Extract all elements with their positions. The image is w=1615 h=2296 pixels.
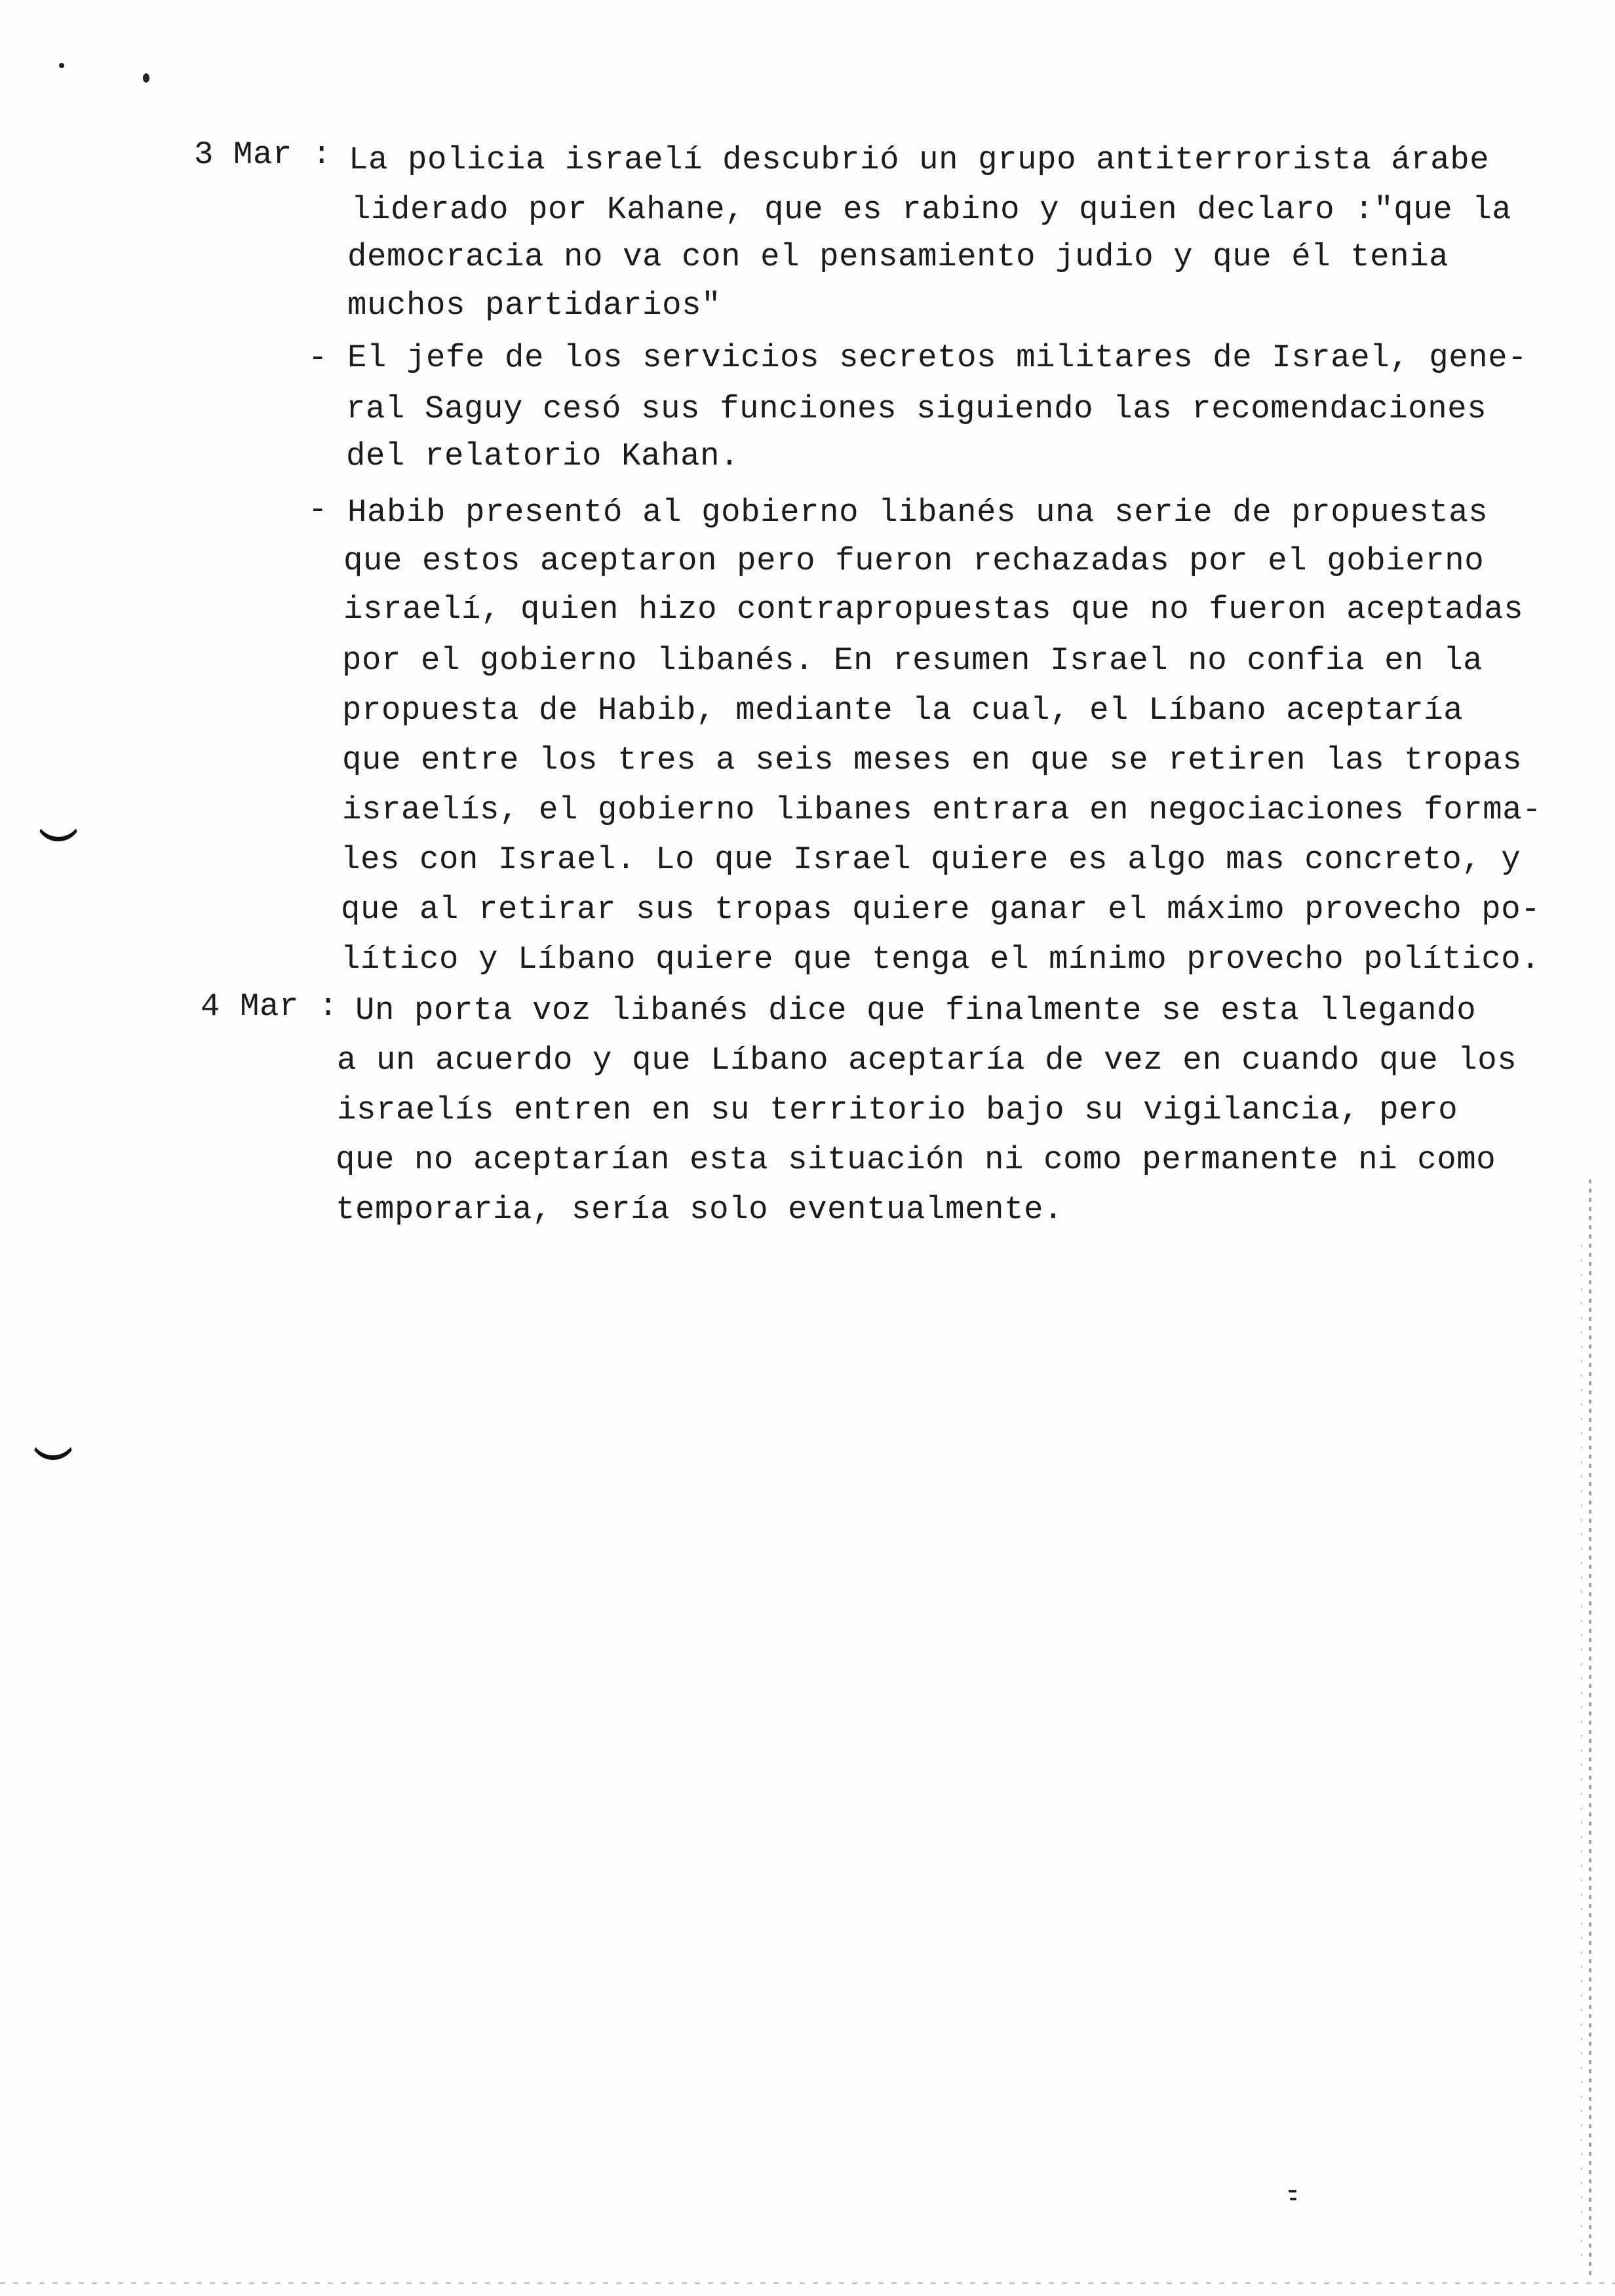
entry-text-line: que al retirar sus tropas quiere ganar el máximo provecho po- — [341, 891, 1541, 928]
entry-text-line: israelí, quien hizo contrapropuestas que no fueron aceptadas — [343, 591, 1524, 628]
ink-speck — [1289, 2190, 1296, 2192]
entry-text-line: Un porta voz libanés dice que finalmente se esta llegando — [355, 992, 1477, 1029]
entry-text-line: que estos aceptaron pero fueron rechazadas por el gobierno — [343, 543, 1485, 579]
entry-text-line: lítico y Líbano quiere que tenga el mínimo provecho político. — [341, 941, 1541, 978]
entry-text-line: La policia israelí descubrió un grupo antiterrorista árabe — [349, 142, 1490, 178]
entry-text-line: que entre los tres a seis meses en que se retiren las tropas — [342, 742, 1523, 778]
entry-text-line: a un acuerdo y que Líbano aceptaría de vez en cuando que los — [337, 1042, 1517, 1079]
list-dash: - — [308, 339, 328, 376]
page-edge-mark — [1589, 1179, 1591, 2280]
entry-text-line: muchos partidarios" — [347, 287, 722, 324]
entry-date: 4 Mar : — [201, 988, 339, 1025]
entry-text-line: temporaria, sería solo eventualmente. — [336, 1191, 1064, 1228]
ink-speck — [143, 73, 149, 83]
page-bottom-edge — [0, 2282, 1615, 2284]
entry-text-line: El jefe de los servicios secretos militares de Israel, gene- — [347, 339, 1528, 376]
entry-text-line: del relatorio Kahan. — [346, 438, 740, 474]
entry-text-line: que no aceptarían esta situación ni como permanente ni como — [336, 1141, 1496, 1178]
ink-speck — [1290, 2198, 1296, 2200]
punch-hole-mark — [30, 1414, 76, 1460]
list-dash: - — [308, 491, 328, 528]
punch-hole-mark — [35, 795, 81, 841]
entry-date: 3 Mar : — [194, 136, 332, 173]
entry-text-line: por el gobierno libanés. En resumen Israel no confia en la — [342, 642, 1483, 679]
entry-text-line: propuesta de Habib, mediante la cual, el Líbano aceptaría — [342, 692, 1464, 729]
entry-text-line: israelís, el gobierno libanes entrara en negociaciones forma- — [342, 792, 1542, 828]
entry-text-line: Habib presentó al gobierno libanés una serie de propuestas — [347, 494, 1489, 531]
entry-text-line: liderado por Kahane, que es rabino y quien declaro :"que la — [351, 191, 1512, 228]
ink-speck — [59, 63, 64, 68]
entry-text-line: democracia no va con el pensamiento judio y que él tenia — [347, 239, 1449, 275]
entry-text-line: israelís entren en su territorio bajo su vigilancia, pero — [337, 1092, 1458, 1128]
page-edge-mark — [1581, 1245, 1582, 2267]
entry-text-line: ral Saguy cesó sus funciones siguiendo las recomendaciones — [346, 391, 1487, 427]
entry-text-line: les con Israel. Lo que Israel quiere es algo mas concreto, y — [341, 841, 1521, 878]
